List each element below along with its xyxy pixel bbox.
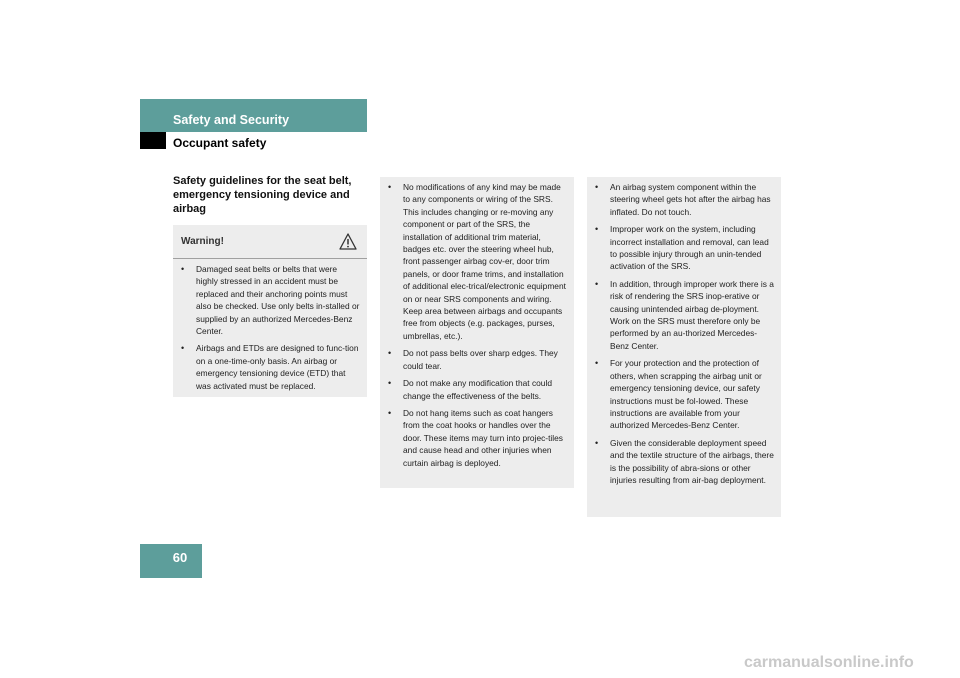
list-item [179,263,361,337]
list-item-text: No modifications of any kind may be made to any components or wiring of the SRS. This includes changing or re-moving any component or part of the SRS, the installation of additional trim material, badges etc. over the steering wheel hub, front passenger airbag cov-er, door trim panels, or door frame trims, and installation of additional elec-trical/electronic equipment on or near SRS components and wiring. Keep area between airbags and occupants free from objects (e.g. packages, purses, umbrellas, etc.). [403,182,566,341]
bullet-icon: • [181,343,185,354]
list-item-text: In addition, through improper work there is a risk of rendering the SRS inop-erative or causing unintended airbag de-ployment. Work on the SRS must therefore only be performed by an au-thorized Mercedes-Benz Center. [610,278,774,351]
list-item-text: For your protection and the protection of others, when scrapping the airbag unit or emergency tensioning device, our safety instructions must be fol-lowed. These instructions are available from your authorized Mercedes-Benz Center. [610,358,762,431]
list-item-text: An airbag system component within the steering wheel gets hot after the airbag has inflated. Do not touch. [610,182,771,217]
list-item-text: Do not pass belts over sharp edges. They could tear. [403,348,558,371]
section-title: Safety and Security [173,113,290,127]
bullet-icon: • [388,407,392,418]
list-item-text: Improper work on the system, including incorrect installation and removal, can lead to possible injury through an unin-tended activation of the SRS. [610,224,769,272]
bullet-icon: • [595,278,599,289]
page-number: 60 [172,550,188,565]
watermark[interactable]: carmanualsonline.info [744,654,914,671]
list-item-text: Given the considerable deployment speed and the textile structure of the airbags, there is the possibility of abra-sions or other injuries resulting from air-bag deployment. [610,437,774,485]
bullet-icon: • [595,437,599,448]
list-item [386,181,568,342]
middle-column-list [386,181,568,474]
bullet-icon: • [595,224,599,235]
list-item [593,223,775,273]
bullet-icon: • [595,358,599,369]
bullet-icon: • [181,264,185,274]
warning-panel [173,225,367,397]
right-column-list [593,181,775,491]
warning-title: Warning! [181,236,224,247]
right-column-panel [587,177,781,517]
warning-list [179,263,361,397]
bullet-icon: • [595,182,599,192]
list-item-text: Airbags and ETDs are designed to func-tion on a one-time-only basis. An airbag or emergency tensioning device (ETD) that was activated must be replaced. [196,343,359,391]
section-marker [140,132,166,149]
list-item-text: Do not make any modification that could change the effectiveness of the belts. [403,378,552,401]
page-heading: Safety guidelines for the seat belt, emergency tensioning device and airbag [173,175,352,215]
list-item [593,278,775,352]
list-item [593,357,775,431]
list-item-text: Damaged seat belts or belts that were highly stressed in an accident must be replaced and their anchoring points must also be checked. Use only belts in-stalled or supplied by an authorized Mercedes-Benz Center. [196,264,360,337]
list-item [593,181,775,218]
list-item [386,407,568,469]
middle-column-panel [380,177,574,488]
bullet-icon: • [388,348,392,359]
list-item [386,377,568,402]
bullet-icon: • [388,378,392,389]
page-number-box [140,544,202,578]
subsection-title: Occupant safety [173,136,267,150]
list-item [386,347,568,372]
warning-header [173,225,367,259]
list-item [179,342,361,392]
bullet-icon: • [388,182,392,192]
list-item-text: Do not hang items such as coat hangers from the coat hooks or handles over the door. These items may turn into projec-tiles and cause head and other injuries when curtain airbag is deployed. [403,407,563,468]
list-item [593,437,775,487]
warning-triangle-icon [339,233,357,250]
